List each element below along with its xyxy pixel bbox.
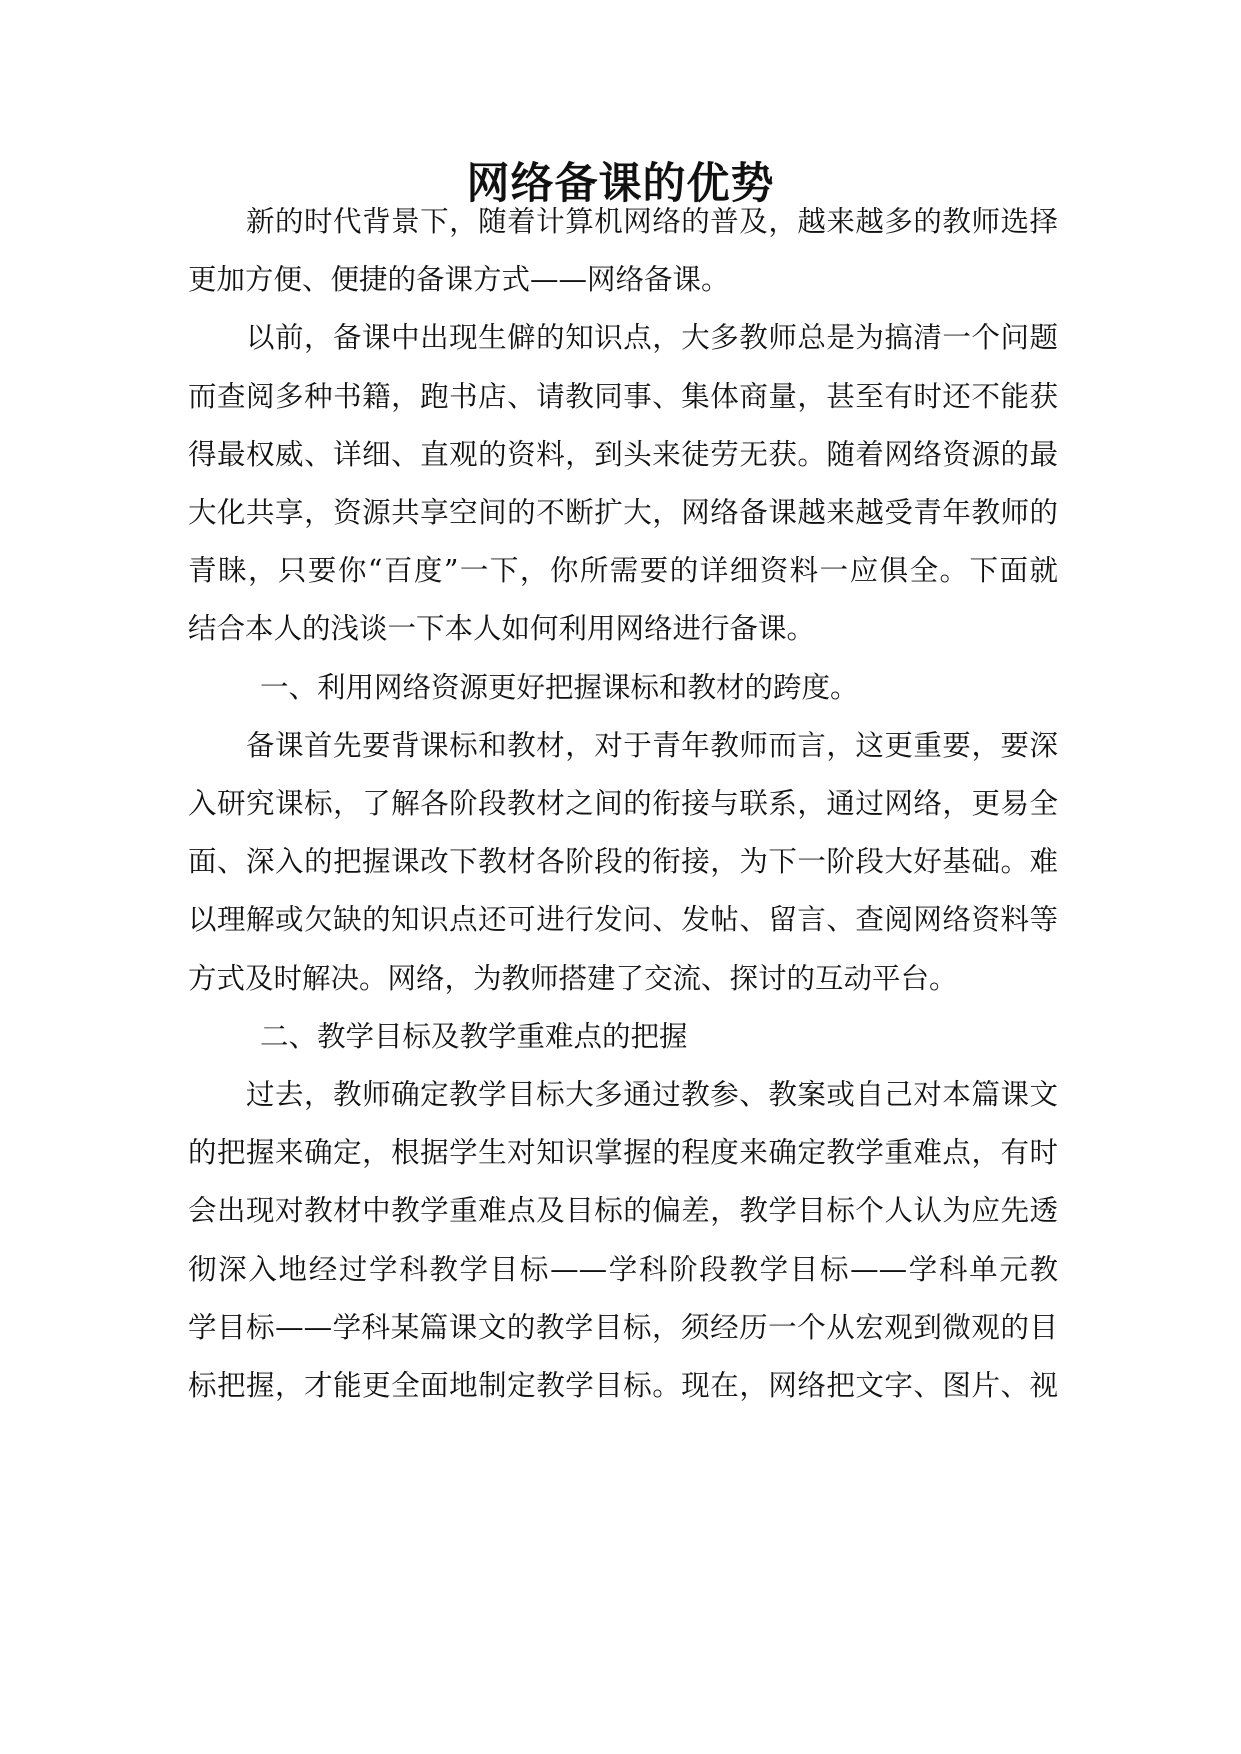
document-title: 网络备课的优势 — [466, 159, 775, 209]
paragraph-line: 大化共享，资源共享空间的不断扩大，网络备课越来越受青年教师的 — [188, 496, 1058, 529]
paragraph-line: 方式及时解决。网络，为教师搭建了交流、探讨的互动平台。 — [188, 962, 958, 995]
paragraph-line: 而查阅多种书籍，跑书店、请教同事、集体商量，甚至有时还不能获 — [188, 380, 1058, 413]
section-heading: 二、教学目标及教学重难点的把握 — [260, 1020, 688, 1053]
paragraph-line: 入研究课标，了解各阶段教材之间的衔接与联系，通过网络，更易全 — [188, 787, 1058, 820]
paragraph-line: 以前，备课中出现生僻的知识点，大多教师总是为搞清一个问题 — [246, 321, 1058, 354]
paragraph-line: 得最权威、详细、直观的资料，到头来徒劳无获。随着网络资源的最 — [188, 438, 1058, 471]
section-heading: 一、利用网络资源更好把握课标和教材的跨度。 — [260, 671, 859, 704]
paragraph-line: 学目标——学科某篇课文的教学目标，须经历一个从宏观到微观的目 — [188, 1311, 1058, 1344]
paragraph-line: 的把握来确定，根据学生对知识掌握的程度来确定教学重难点，有时 — [188, 1136, 1058, 1169]
paragraph-line: 彻深入地经过学科教学目标——学科阶段教学目标——学科单元教 — [188, 1253, 1058, 1286]
paragraph-line: 以理解或欠缺的知识点还可进行发问、发帖、留言、查阅网络资料等 — [188, 903, 1058, 936]
paragraph-line: 青睐，只要你“百度”一下，你所需要的详细资料一应俱全。下面就 — [188, 554, 1058, 587]
paragraph-line: 会出现对教材中教学重难点及目标的偏差，教学目标个人认为应先透 — [188, 1194, 1058, 1227]
paragraph-line: 新的时代背景下，随着计算机网络的普及，越来越多的教师选择 — [246, 205, 1058, 238]
paragraph-line: 面、深入的把握课改下教材各阶段的衔接，为下一阶段大好基础。难 — [188, 845, 1058, 878]
paragraph-line: 标把握，才能更全面地制定教学目标。现在，网络把文字、图片、视 — [188, 1369, 1058, 1402]
paragraph-line: 过去，教师确定教学目标大多通过教参、教案或自己对本篇课文 — [246, 1078, 1058, 1111]
paragraph-line: 备课首先要背课标和教材，对于青年教师而言，这更重要，要深 — [246, 729, 1058, 762]
paragraph-line: 更加方便、便捷的备课方式——网络备课。 — [188, 263, 730, 296]
paragraph-line: 结合本人的浅谈一下本人如何利用网络进行备课。 — [188, 612, 816, 645]
